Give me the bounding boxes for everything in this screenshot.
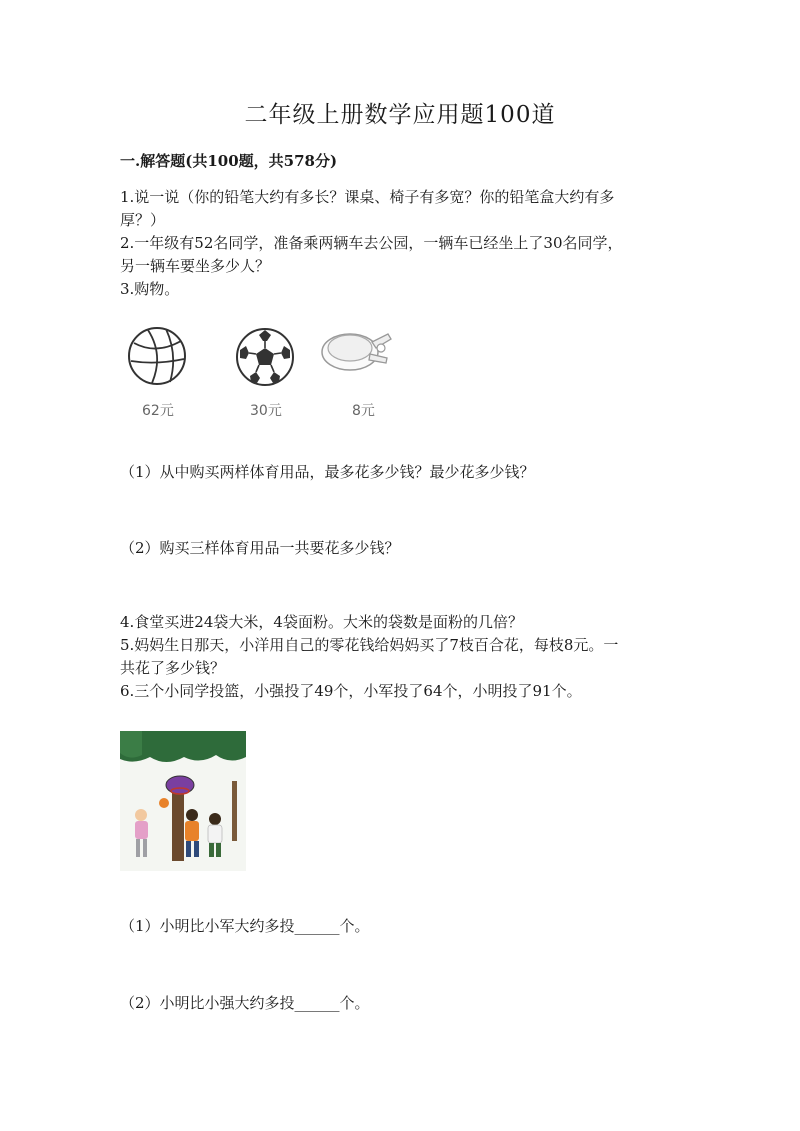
basketball-price: 62元 bbox=[142, 403, 174, 419]
ping-pong-price: 8元 bbox=[352, 403, 375, 419]
question-3: 3.购物。 bbox=[120, 280, 180, 298]
question-1-line-2: 厚？） bbox=[120, 211, 166, 229]
basketball-scene-illustration bbox=[120, 731, 246, 871]
question-2 bbox=[120, 232, 680, 278]
question-6-part-1: （1）小明比小军大约多投______个。 bbox=[120, 917, 370, 935]
soccer-ball-icon bbox=[234, 326, 296, 388]
question-5 bbox=[120, 634, 680, 680]
ping-pong-paddle-icon bbox=[320, 322, 395, 376]
question-2-line-2: 另一辆车要坐多少人？ bbox=[120, 257, 271, 275]
soccer-ball-price: 30元 bbox=[250, 403, 282, 419]
question-1-line-1: 1.说一说（你的铅笔大约有多长？课桌、椅子有多宽？你的铅笔盒大约有多 bbox=[120, 188, 615, 206]
question-6: 6.三个小同学投篮，小强投了49个，小军投了64个，小明投了91个。 bbox=[120, 682, 582, 700]
question-5-line-1: 5.妈妈生日那天，小洋用自己的零花钱给妈妈买了7枝百合花，每枝8元。一 bbox=[120, 636, 619, 654]
basketball-icon bbox=[126, 325, 188, 387]
question-3-part-2: （2）购买三样体育用品一共要花多少钱？ bbox=[120, 539, 400, 557]
question-2-line-1: 2.一年级有52名同学，准备乘两辆车去公园，一辆车已经坐上了30名同学， bbox=[120, 234, 623, 252]
page-title: 二年级上册数学应用题100道 bbox=[244, 102, 556, 128]
section-heading: 一.解答题(共100题，共578分) bbox=[120, 152, 338, 170]
question-3-part-1: （1）从中购买两样体育用品，最多花多少钱？最少花多少钱？ bbox=[120, 463, 535, 481]
question-4: 4.食堂买进24袋大米，4袋面粉。大米的袋数是面粉的几倍？ bbox=[120, 613, 523, 631]
question-6-part-2: （2）小明比小强大约多投______个。 bbox=[120, 994, 370, 1012]
question-5-line-2: 共花了多少钱？ bbox=[120, 659, 226, 677]
question-1 bbox=[120, 186, 680, 232]
